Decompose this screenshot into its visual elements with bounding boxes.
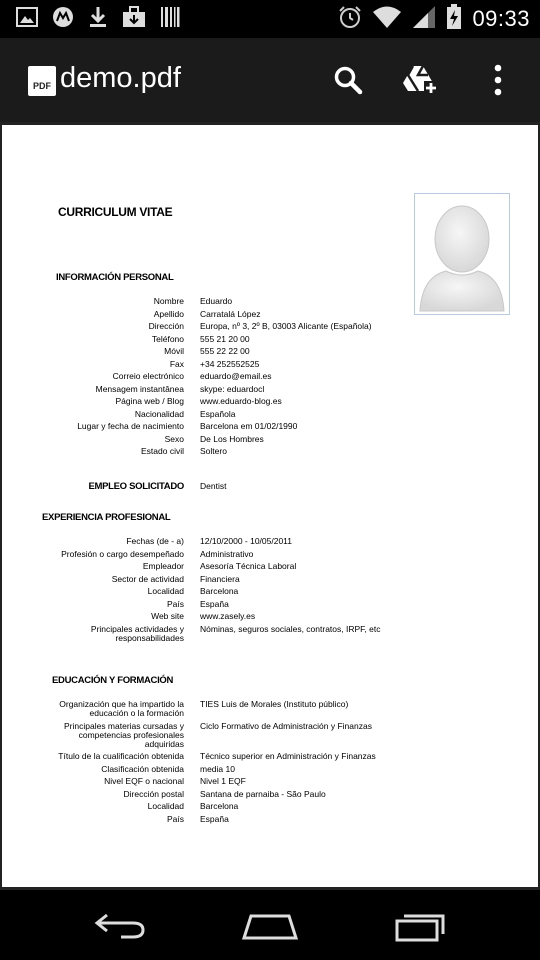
field-label: Organización que ha impartido la <box>59 699 184 709</box>
document-viewer[interactable] <box>0 122 540 890</box>
field-value: media 10 <box>200 763 235 774</box>
field-label: Empleador <box>142 561 184 571</box>
education-row <box>2 700 538 722</box>
overflow-menu-icon <box>493 64 503 96</box>
back-icon <box>93 911 147 941</box>
experience-row <box>2 562 538 575</box>
field-label: Nombre <box>153 296 184 306</box>
alarm-icon <box>338 5 362 34</box>
field-value: Barcelona em 01/02/1990 <box>200 421 298 431</box>
field-value: España <box>200 813 229 824</box>
field-label: Clasificación obtenida <box>101 763 184 774</box>
battery-charging-icon <box>446 4 462 35</box>
field-value: Financiera <box>200 573 240 584</box>
education-row <box>2 722 538 752</box>
home-button[interactable] <box>235 904 305 948</box>
download-icon <box>88 6 108 33</box>
field-label: Dirección <box>148 321 184 331</box>
home-icon <box>241 911 299 941</box>
job-row <box>2 482 538 495</box>
field-label: Nacionalidad <box>134 408 184 419</box>
field-label-line2: educación o la formación <box>89 708 184 718</box>
field-value: TIES Luis de Morales (Instituto público) <box>200 699 349 709</box>
field-value: www.eduardo-blog.es <box>200 396 282 406</box>
field-value: Carratalá López <box>200 308 261 319</box>
personal-row <box>2 422 538 435</box>
status-bar <box>0 0 540 38</box>
field-value: Española <box>200 408 236 419</box>
field-value: Eduardo <box>200 296 233 306</box>
field-value: España <box>200 598 229 609</box>
field-label: Localidad <box>147 586 184 596</box>
field-label: Localidad <box>147 801 184 811</box>
field-label: Nivel EQF o nacional <box>104 776 184 786</box>
field-label: Profesión o cargo desempeñado <box>61 548 184 559</box>
wifi-icon <box>372 5 402 34</box>
field-label: Web site <box>151 611 184 621</box>
job-value: Dentist <box>200 481 227 491</box>
field-label: Apellido <box>153 308 184 319</box>
field-label: Principales actividades y <box>90 623 184 634</box>
field-value: Soltero <box>200 446 227 456</box>
field-label-line2: responsabilidades <box>115 632 184 643</box>
status-time: 09:33 <box>472 6 530 31</box>
action-bar <box>0 38 540 122</box>
field-label: Principales materias cursadas y <box>64 721 184 731</box>
field-value: 555 21 20 00 <box>200 333 250 344</box>
field-value: Técnico superior en Administración y Finanzas <box>200 751 376 761</box>
field-value: Barcelona <box>200 586 239 596</box>
experience-row <box>2 587 538 600</box>
field-value: 12/10/2000 - 10/05/2011 <box>200 536 293 546</box>
field-label-line3: adquiridas <box>144 739 184 749</box>
field-value: Santana de parnaiba - São Paulo <box>200 788 326 799</box>
field-value: Nivel 1 EQF <box>200 776 246 786</box>
field-label: Sector de actividad <box>111 573 184 584</box>
recents-icon <box>393 910 447 942</box>
experience-row <box>2 625 538 647</box>
pdf-page[interactable] <box>2 125 538 887</box>
field-value: eduardo@email.es <box>200 371 272 381</box>
field-label: Móvil <box>164 346 184 356</box>
section-heading-experience: EXPERIENCIA PROFESIONAL <box>42 512 171 523</box>
field-label: Página web / Blog <box>115 396 184 406</box>
briefcase-icon <box>122 6 146 33</box>
field-value: Asesoría Técnica Laboral <box>200 561 297 571</box>
field-value: Ciclo Formativo de Administración y Finanzas <box>200 721 372 731</box>
personal-row <box>2 397 538 410</box>
experience-row <box>2 600 538 613</box>
image-icon <box>16 7 38 32</box>
education-row <box>2 790 538 803</box>
signal-icon <box>412 5 436 34</box>
field-label: Lugar y fecha de nacimiento <box>77 421 184 431</box>
recents-button[interactable] <box>385 904 455 948</box>
field-label: Fechas (de - a) <box>126 536 184 546</box>
education-row <box>2 765 538 778</box>
education-row <box>2 752 538 765</box>
field-label: Teléfono <box>151 333 184 344</box>
field-label: Fax <box>169 358 184 369</box>
education-row <box>2 802 538 815</box>
field-label: Estado civil <box>141 446 184 456</box>
barcode-icon <box>160 6 180 33</box>
personal-row <box>2 335 538 348</box>
field-value: skype: eduardocl <box>200 383 265 394</box>
field-label: Correio electrónico <box>112 371 184 381</box>
field-value: 555 22 22 00 <box>200 346 250 356</box>
experience-row <box>2 575 538 588</box>
section-heading-job: EMPLEO SOLICITADO <box>88 481 184 492</box>
drive-add-icon <box>402 64 438 96</box>
field-value: De Los Hombres <box>200 433 264 444</box>
overflow-menu-button[interactable] <box>480 62 516 98</box>
field-value: www.zasely.es <box>200 611 256 621</box>
personal-row <box>2 372 538 385</box>
field-value: Barcelona <box>200 801 239 811</box>
field-value: +34 252552525 <box>200 358 260 369</box>
motorola-icon <box>52 6 74 33</box>
field-label: Título de la cualificación obtenida <box>58 751 184 761</box>
status-bar-system <box>338 5 530 33</box>
field-label: País <box>166 813 184 824</box>
status-bar-notifications <box>16 7 180 31</box>
section-heading-education: EDUCACIÓN Y FORMACIÓN <box>52 675 174 686</box>
search-button[interactable] <box>330 62 366 98</box>
personal-row <box>2 447 538 460</box>
personal-row <box>2 322 538 335</box>
back-button[interactable] <box>85 904 155 948</box>
field-label: Dirección postal <box>123 788 184 799</box>
personal-row <box>2 347 538 360</box>
personal-row <box>2 435 538 448</box>
education-row <box>2 815 538 828</box>
field-value: Nóminas, seguros sociales, contratos, IRPF, etc <box>200 623 381 634</box>
field-label: Mensagem instantânea <box>95 383 184 394</box>
personal-row <box>2 297 538 310</box>
field-value: Europa, nº 3, 2º B, 03003 Alicante (Española) <box>200 321 372 331</box>
document-title: demo.pdf <box>60 62 181 94</box>
cv-title: CURRICULUM VITAE <box>58 205 173 219</box>
field-label-line2: competencias profesionales <box>78 730 184 740</box>
field-label: Sexo <box>164 433 184 444</box>
field-label: País <box>166 598 184 609</box>
navigation-bar <box>0 890 540 960</box>
pdf-file-icon: PDF <box>28 66 56 96</box>
section-heading-personal: INFORMACIÓN PERSONAL <box>56 272 174 283</box>
drive-add-button[interactable] <box>402 62 438 98</box>
search-icon <box>333 65 363 95</box>
avatar-placeholder-icon <box>416 195 508 313</box>
field-value: Administrativo <box>200 548 254 559</box>
